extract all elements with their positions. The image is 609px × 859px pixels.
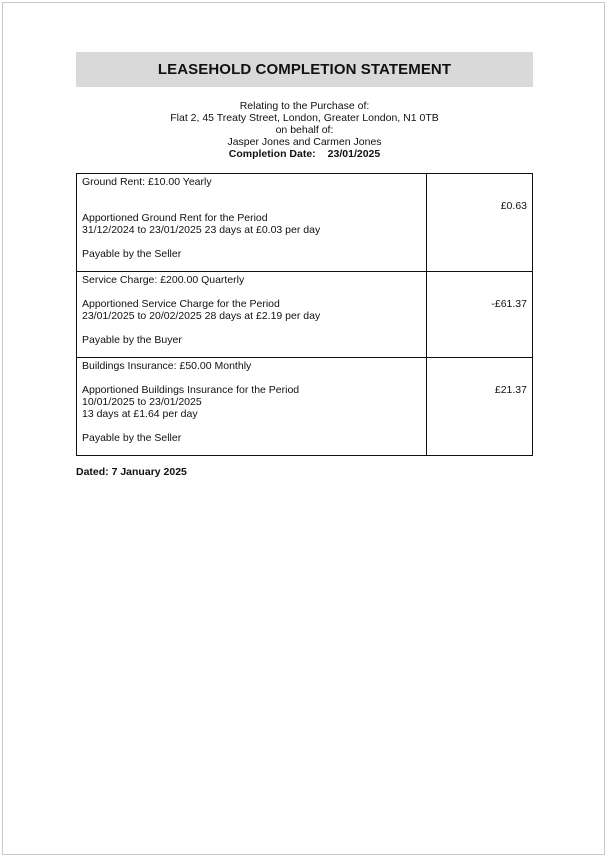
table-row: [77, 358, 533, 456]
statement-header: [76, 100, 533, 160]
on-behalf-of-line: on behalf of:: [275, 124, 334, 136]
completion-date-line: [76, 148, 533, 160]
item-description-cell: [77, 272, 427, 358]
item-description: Apportioned Buildings Insurance for the Period: [82, 384, 300, 396]
item-heading: Service Charge: £200.00 Quarterly: [82, 274, 245, 286]
item-description: Apportioned Service Charge for the Period: [82, 298, 280, 310]
table-row: [77, 174, 533, 272]
table-row: [77, 272, 533, 358]
apportionment-table: [76, 173, 533, 456]
item-description: Apportioned Ground Rent for the Period: [82, 212, 268, 224]
item-period: 23/01/2025 to 20/02/2025 28 days at £2.19 per day: [82, 310, 321, 322]
item-amount: £0.63: [500, 200, 527, 212]
item-amount-cell: [427, 174, 533, 272]
item-amount: -£61.37: [491, 298, 527, 310]
item-period: 31/12/2024 to 23/01/2025 23 days at £0.03 per day: [82, 224, 321, 236]
completion-date-label: Completion Date:: [228, 148, 316, 160]
item-heading: Buildings Insurance: £50.00 Monthly: [82, 360, 252, 372]
item-payable-by: Payable by the Buyer: [82, 334, 182, 346]
item-amount: £21.37: [494, 384, 527, 396]
document-title: LEASEHOLD COMPLETION STATEMENT: [76, 52, 533, 87]
relating-to-line: Relating to the Purchase of:: [239, 100, 370, 112]
item-amount-cell: [427, 358, 533, 456]
property-address: Flat 2, 45 Treaty Street, London, Greater London, N1 0TB: [170, 112, 439, 124]
item-payable-by: Payable by the Seller: [82, 432, 182, 444]
completion-date-value: 23/01/2025: [327, 148, 381, 160]
item-description-cell: [77, 358, 427, 456]
item-payable-by: Payable by the Seller: [82, 248, 182, 260]
item-daily-rate: 13 days at £1.64 per day: [82, 408, 198, 420]
item-period: 10/01/2025 to 23/01/2025: [82, 396, 202, 408]
item-description-cell: [77, 174, 427, 272]
item-heading: Ground Rent: £10.00 Yearly: [82, 176, 212, 188]
buyer-names: Jasper Jones and Carmen Jones: [227, 136, 382, 148]
item-amount-cell: [427, 272, 533, 358]
dated-line: Dated: 7 January 2025: [76, 466, 187, 478]
